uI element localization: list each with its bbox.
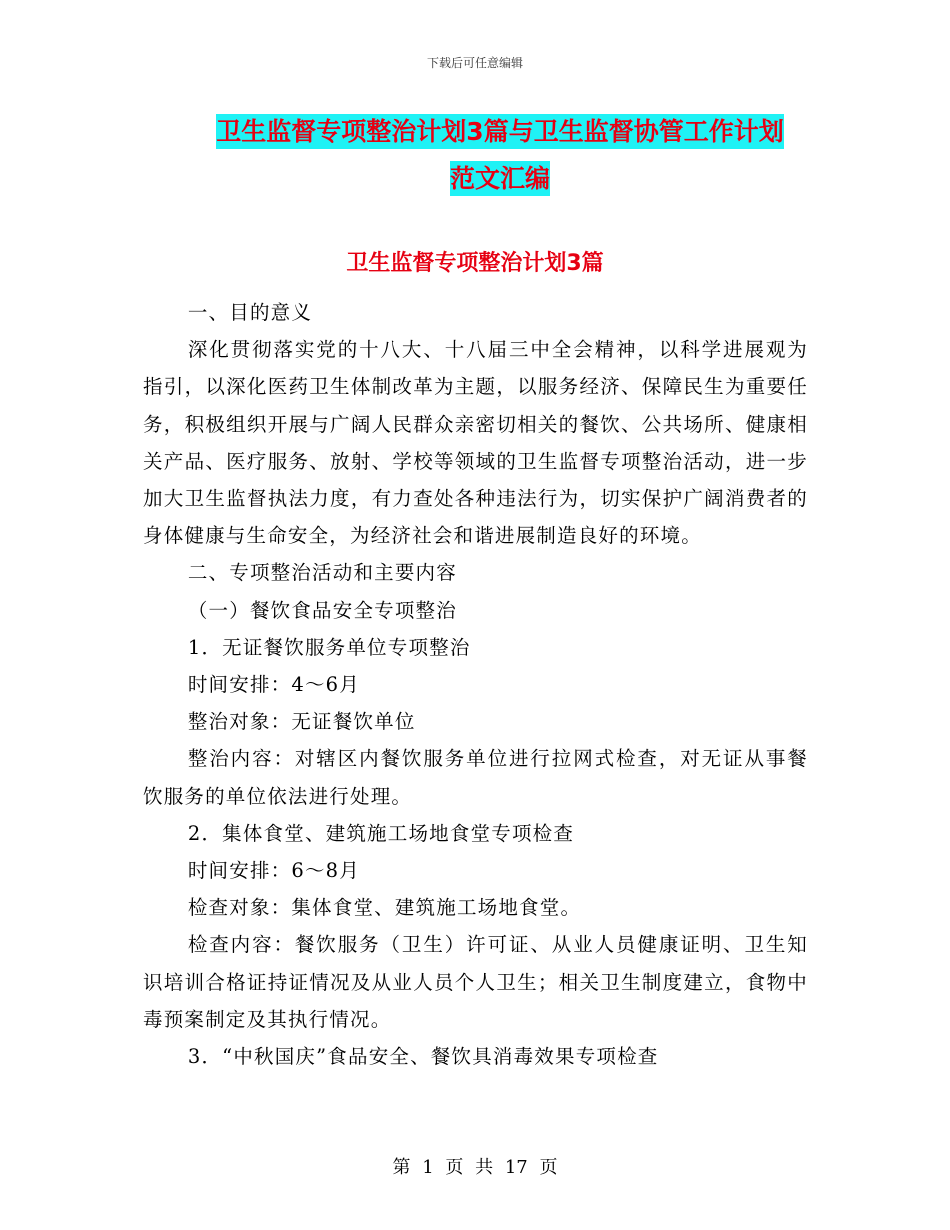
paragraph-purpose-text: 深化贯彻落实党的十八大、十八届三中全会精神，以科学进展观为指引，以深化医药卫生体制改革为主题，以服务经济、保障民生为重要任务，积极组织开展与广阔人民群众亲密切相关的餐饮、公共场所、健康相关产品、医疗服务、放射、学校等领域的卫生监督专项整治活动，进一步加大卫生监督执法力度，有力查处各种违法行为，切实保护广阔消费者的身体健康与生命安全，为经济社会和谐进展制造良好的环境。 bbox=[143, 338, 808, 548]
document-body bbox=[143, 294, 808, 1075]
paragraph-item-3: 3．“中秋国庆”食品安全、餐饮具消毒效果专项检查 bbox=[187, 1045, 659, 1069]
paragraph-subheading-catering: （一）餐饮食品安全专项整治 bbox=[187, 598, 457, 622]
paragraph-target-2: 检查对象：集体食堂、建筑施工场地食堂。 bbox=[187, 896, 582, 920]
title-line-1: 卫生监督专项整治计划3篇与卫生监督协管工作计划 bbox=[216, 114, 783, 149]
paragraph-item-2: 2．集体食堂、建筑施工场地食堂专项检查 bbox=[187, 821, 575, 845]
paragraph-heading-activities: 二、专项整治活动和主要内容 bbox=[187, 561, 457, 585]
page-footer: 第 1 页 共 17 页 bbox=[392, 1157, 558, 1178]
document-title bbox=[150, 108, 850, 202]
paragraph-item-1: 1．无证餐饮服务单位专项整治 bbox=[187, 635, 471, 659]
paragraph-content-1: 整治内容：对辖区内餐饮服务单位进行拉网式检查，对无证从事餐饮服务的单位依法进行处理。 bbox=[143, 747, 808, 808]
paragraph-target-1: 整治对象：无证餐饮单位 bbox=[187, 710, 416, 734]
paragraph-content-2: 检查内容：餐饮服务（卫生）许可证、从业人员健康证明、卫生知识培训合格证持证情况及从业人员个人卫生；相关卫生制度建立，食物中毒预案制定及其执行情况。 bbox=[143, 933, 808, 1031]
title-line-2: 范文汇编 bbox=[450, 161, 550, 196]
section-title: 卫生监督专项整治计划3篇 bbox=[346, 251, 604, 276]
paragraph-schedule-1: 时间安排：4～6月 bbox=[187, 673, 360, 697]
paragraph-schedule-2: 时间安排：6～8月 bbox=[187, 859, 360, 883]
header-note: 下载后可任意编辑 bbox=[426, 56, 523, 70]
paragraph-heading-purpose: 一、目的意义 bbox=[187, 301, 313, 324]
